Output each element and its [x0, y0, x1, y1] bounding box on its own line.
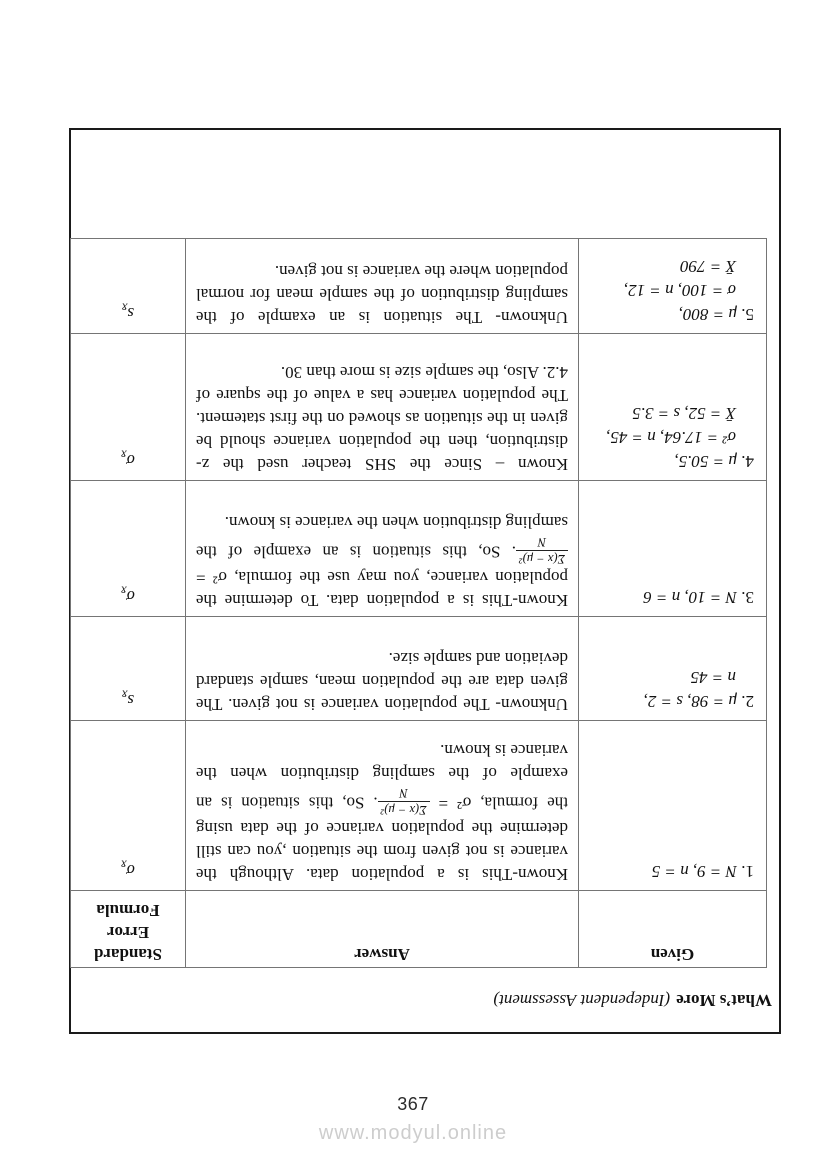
section-title: What’s More — [676, 991, 772, 1010]
answer-cell: Unknown- The situation is an example of the sampling distribution of the sample mean for normal population where the variance is not given. — [186, 239, 579, 334]
variance-formula-fraction: Σ(x − μ)² N — [378, 785, 430, 817]
standard-error-symbol: $s_{x̄}$ — [122, 300, 134, 323]
website-url: www.modyul.online — [318, 1122, 508, 1144]
table-header-row — [71, 891, 767, 968]
given-expression: n = 45 — [690, 668, 736, 687]
standard-error-cell — [71, 721, 186, 891]
standard-error-symbol: $\sigma_{x̄}$ — [121, 447, 135, 470]
given-cell — [579, 721, 767, 891]
table-row — [71, 334, 767, 481]
given-expression: X̄ = 52, s = 3.5 — [632, 404, 736, 423]
table-row — [71, 239, 767, 334]
given-expression: μ = 800, — [678, 305, 737, 324]
page-number: 367 — [397, 1094, 429, 1114]
section-subtitle: (Independent Assessment) — [493, 991, 671, 1010]
assessment-table — [70, 238, 767, 968]
answer-cell: Known-This is a population data. Although the variance is not given from the situation ,you can still determine the population variance of the data using the formula, σ² = Σ(x − μ)² N . So, this situation is an example of the sampling distribution when the variance is known. — [186, 721, 579, 891]
table-row — [71, 481, 767, 617]
standard-error-symbol: $s_{x̄}$ — [122, 687, 134, 710]
given-expression: μ = 98, s = 2, — [643, 692, 737, 711]
item-number: 3. — [741, 588, 754, 607]
given-expression: μ = 50.5, — [674, 452, 737, 471]
given-expression: N = 9, n = 5 — [651, 862, 737, 881]
standard-error-symbol: $\sigma_{x̄}$ — [121, 857, 135, 880]
item-number: 5. — [741, 305, 754, 324]
given-cell — [579, 481, 767, 617]
header-answer: Answer — [186, 891, 579, 968]
given-expression: N = 10, n = 6 — [643, 588, 737, 607]
given-expression: σ = 100, n = 12, — [623, 281, 736, 300]
given-cell — [579, 239, 767, 334]
standard-error-cell — [71, 239, 186, 334]
table-row — [71, 721, 767, 891]
standard-error-cell — [71, 617, 186, 721]
section-heading — [71, 968, 779, 1032]
given-expression: X̄ = 790 — [680, 257, 736, 276]
item-number: 2. — [741, 692, 754, 711]
table-row — [71, 617, 767, 721]
standard-error-symbol: $\sigma_{x̄}$ — [121, 583, 135, 606]
answer-cell: Known – Since the SHS teacher used the z-distribution, then the population variance should be given in the situation as showed on the first statement. The population variance has a value of the square of 4.2. Also, the sample size is more than 30. — [186, 334, 579, 481]
header-standard-error-formula: Standard Error Formula — [71, 891, 186, 968]
given-cell — [579, 617, 767, 721]
answer-cell: Unknown- The population variance is not given. The given data are the population mean, sample standard deviation and sample size. — [186, 617, 579, 721]
item-number: 1. — [741, 862, 754, 881]
variance-formula-fraction: Σ(x − μ)² N — [516, 534, 568, 566]
item-number: 4. — [741, 452, 754, 471]
standard-error-cell — [71, 481, 186, 617]
standard-error-cell — [71, 334, 186, 481]
header-given: Given — [579, 891, 767, 968]
answer-cell: Known-This is a population data. To determine the population variance, you may use the formula, σ² = Σ(x − μ)² N . So, this situation is an example of the sampling distribution when the variance is known. — [186, 481, 579, 617]
given-cell — [579, 334, 767, 481]
worksheet-box — [69, 128, 781, 1034]
given-expression: σ² = 17.64, n = 45, — [606, 428, 736, 447]
